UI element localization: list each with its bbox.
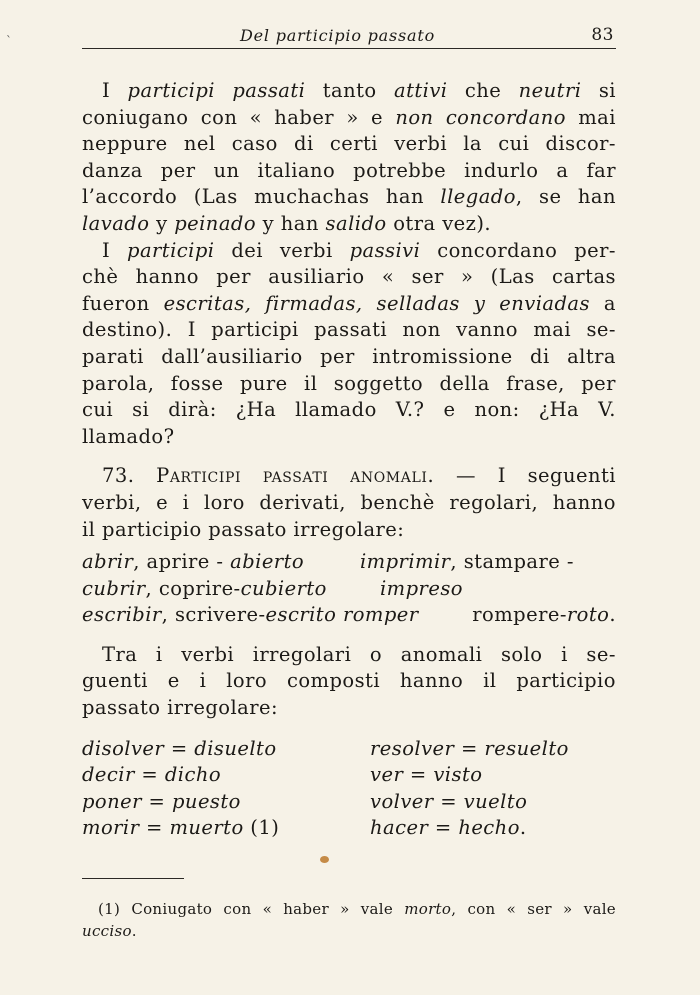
footnote-rule [82, 878, 184, 879]
verb-row: cubrir, coprire-cubierto impreso [82, 576, 463, 600]
verb-pair: poner = puesto [82, 789, 241, 813]
text-line: cui si dirà: ¿Ha llamado V.? e non: ¿Ha V. [82, 398, 616, 422]
footnote-line: ucciso. [82, 922, 137, 940]
text-line: verbi, e i loro derivati, benchè regolari, hanno [82, 490, 616, 514]
text-line: parola, fosse pure il soggetto della frase, per [82, 371, 616, 395]
text-line: danza per un italiano potrebbe indurlo a far [82, 158, 616, 182]
text-line: destino). I participi passati non vanno mai se- [82, 318, 616, 342]
text-line: guenti e i loro composti hanno il participio [82, 669, 616, 693]
verb-pair-row [82, 815, 616, 842]
verb-pairs-table [82, 736, 616, 842]
verb-pair: resolver = resuelto [370, 736, 569, 760]
verb-pair-row [82, 762, 616, 789]
text-line: fueron escritas, firmadas, selladas y enviadas a [82, 291, 616, 315]
verb-pair: ver = visto [370, 763, 483, 787]
margin-speck: ` [6, 34, 12, 48]
text-line: coniugano con « haber » e non concordano mai [82, 105, 616, 129]
verb-row: abrir, aprire - abierto imprimir, stampare - [82, 550, 574, 574]
main-text [82, 78, 616, 842]
footnote-line: (1) Coniugato con « haber » vale morto, con « ser » vale [98, 900, 616, 918]
verb-pair-row [82, 736, 616, 763]
verb-pair: disolver = disuelto [82, 736, 277, 760]
ink-blot [320, 856, 329, 863]
verb-list-three [82, 549, 616, 629]
verb-row: escribir, scrivere-escrito romper rompere-roto. [82, 603, 616, 627]
text-line: Tra i verbi irregolari o anomali solo i se- [102, 642, 616, 666]
page-number: 83 [591, 25, 614, 45]
page-header [82, 22, 616, 49]
text-line: neppure nel caso di certi verbi la cui discor- [82, 132, 616, 156]
text-line: passato irregolare: [82, 696, 279, 720]
verb-pair: volver = vuelto [370, 789, 528, 813]
running-title: Del participio passato [240, 26, 436, 45]
text-line: llamado? [82, 424, 175, 448]
text-line: I participi passati tanto attivi che neutri si [102, 79, 616, 102]
verb-pair: hacer = hecho. [370, 816, 527, 840]
text-line: il participio passato irregolare: [82, 517, 405, 541]
verb-pair: decir = dicho [82, 763, 222, 787]
text-line: lavado y peinado y han salido otra vez). [82, 211, 492, 235]
verb-pair-row [82, 789, 616, 816]
footnote [82, 898, 616, 942]
text-line: chè hanno per ausiliario « ser » (Las cartas [82, 265, 616, 289]
paragraph-verbi-irregolari [82, 642, 616, 722]
paragraph-participi-passivi [82, 238, 616, 451]
text-line: 73. Participi passati anomali. — I seguenti [102, 464, 616, 488]
text-line: parati dall’ausiliario per intromissione di altra [82, 344, 616, 368]
paragraph-section-73 [82, 463, 616, 543]
paragraph-participi-passati [82, 78, 616, 238]
text-line: I participi dei verbi passivi concordano per- [102, 238, 616, 262]
text-line: l’accordo (Las muchachas han llegado, se han [82, 185, 616, 209]
verb-pair: morir = muerto (1) [82, 816, 280, 840]
